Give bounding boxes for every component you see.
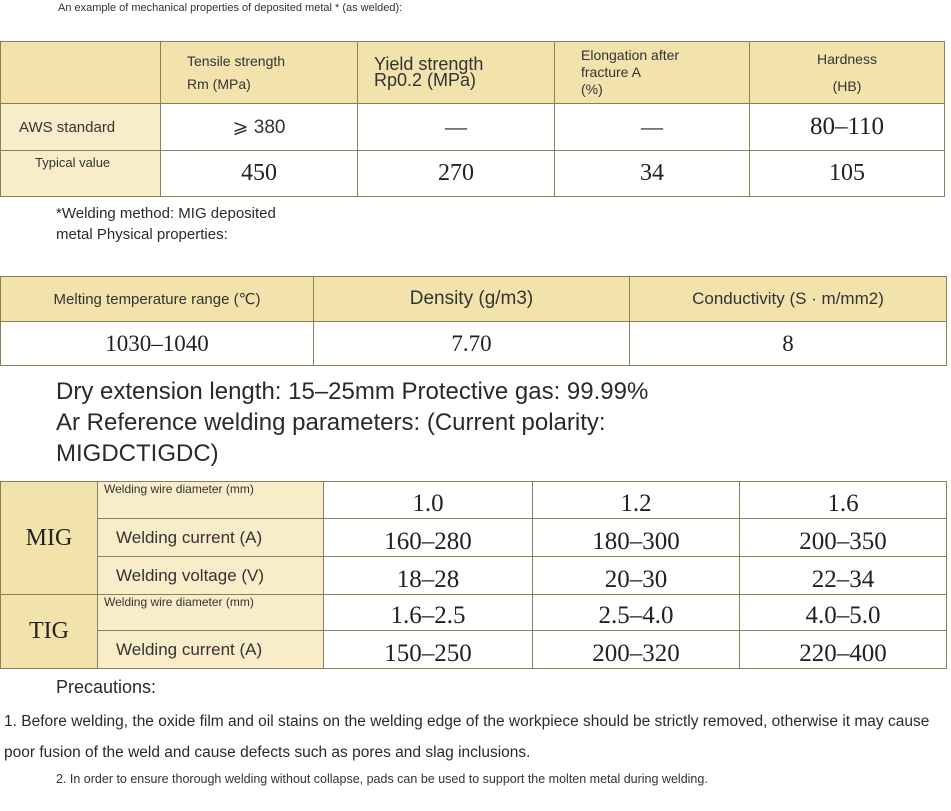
table-row (1, 519, 947, 557)
mig-diameter-1: 1.0 (324, 482, 533, 519)
mig-current-3: 200–350 (740, 519, 947, 557)
welding-method-note: *Welding method: MIG deposited metal Physical properties: (56, 205, 276, 243)
header-corner (1, 42, 161, 104)
mig-voltage-1: 18–28 (324, 557, 533, 595)
header-yield-line1: Yield strength (374, 54, 484, 75)
aws-yield: — (358, 104, 555, 151)
table-row (1, 151, 945, 197)
group-label-mig: MIG (1, 482, 98, 595)
caption: An example of mechanical properties of deposited metal * (as welded): (58, 2, 403, 14)
mig-current-2: 180–300 (533, 519, 740, 557)
table-row (1, 322, 947, 366)
header-hardness (750, 42, 945, 104)
tig-current-1: 150–250 (324, 631, 533, 669)
tig-current-label: Welding current (A) (98, 631, 324, 669)
table-row (1, 104, 945, 151)
mig-voltage-2: 20–30 (533, 557, 740, 595)
header-melting: Melting temperature range (℃) (1, 277, 314, 322)
mig-diameter-3: 1.6 (740, 482, 947, 519)
aws-elongation: — (555, 104, 750, 151)
mig-current-1: 160–280 (324, 519, 533, 557)
tig-current-3: 220–400 (740, 631, 947, 669)
table-row (1, 557, 947, 595)
header-elongation-line2: fracture A (581, 64, 641, 81)
tig-diameter-label: Welding wire diameter (mm) (98, 595, 324, 631)
header-yield-line2: Rp0.2 (MPa) (374, 69, 477, 90)
mig-voltage-3: 22–34 (740, 557, 947, 595)
mechanical-properties-table (0, 41, 945, 197)
header-hardness-line2: (HB) (832, 77, 862, 94)
precautions-title: Precautions: (56, 677, 157, 697)
physical-properties-table (0, 276, 947, 366)
header-conductivity: Conductivity (S · m/mm2) (630, 277, 947, 322)
conductivity-value: 8 (630, 322, 947, 366)
tig-current-2: 200–320 (533, 631, 740, 669)
mig-diameter-label: Welding wire diameter (mm) (98, 482, 324, 519)
typical-yield: 270 (358, 151, 555, 197)
precaution-item-1: 1. Before welding, the oxide film and oil stains on the welding edge of the workpiece should be strictly removed, otherwise it may cause poor fusion of the weld and cause defects such as pores and slag inclusions. (4, 713, 930, 761)
precaution-item-2: 2. In order to ensure thorough welding without collapse, pads can be used to support the molten metal during welding. (56, 772, 708, 786)
melting-value: 1030–1040 (1, 322, 314, 366)
tig-diameter-3: 4.0–5.0 (740, 595, 947, 631)
table-row (1, 482, 947, 519)
header-tensile (161, 42, 358, 104)
row-label-typical: Typical value (1, 151, 161, 197)
header-density: Density (g/m3) (314, 277, 630, 322)
header-yield (358, 42, 555, 104)
aws-tensile: ⩾ 380 (161, 104, 358, 151)
welding-parameters-table (0, 481, 947, 669)
row-label-aws: AWS standard (1, 104, 161, 151)
header-tensile-line2: Rm (MPa) (187, 75, 251, 92)
table-row (1, 631, 947, 669)
header-elongation-line1: Elongation after (581, 47, 680, 64)
tig-diameter-2: 2.5–4.0 (533, 595, 740, 631)
dry-extension-text: Dry extension length: 15–25mm Protective gas: 99.99% Ar Reference welding parameters: (Current polarity: MIGDCTIGDC) (56, 378, 649, 467)
header-tensile-line1: Tensile strength (187, 53, 286, 70)
mig-voltage-label: Welding voltage (V) (98, 557, 324, 595)
mig-diameter-2: 1.2 (533, 482, 740, 519)
header-elongation (555, 42, 750, 104)
typical-hardness: 105 (750, 151, 945, 197)
header-hardness-line1: Hardness (817, 50, 877, 67)
typical-tensile: 450 (161, 151, 358, 197)
typical-elongation: 34 (555, 151, 750, 197)
aws-hardness: 80–110 (750, 104, 945, 151)
group-label-tig: TIG (1, 595, 98, 669)
density-value: 7.70 (314, 322, 630, 366)
table-row (1, 595, 947, 631)
tig-diameter-1: 1.6–2.5 (324, 595, 533, 631)
mig-current-label: Welding current (A) (98, 519, 324, 557)
header-elongation-line3: (%) (581, 80, 603, 97)
